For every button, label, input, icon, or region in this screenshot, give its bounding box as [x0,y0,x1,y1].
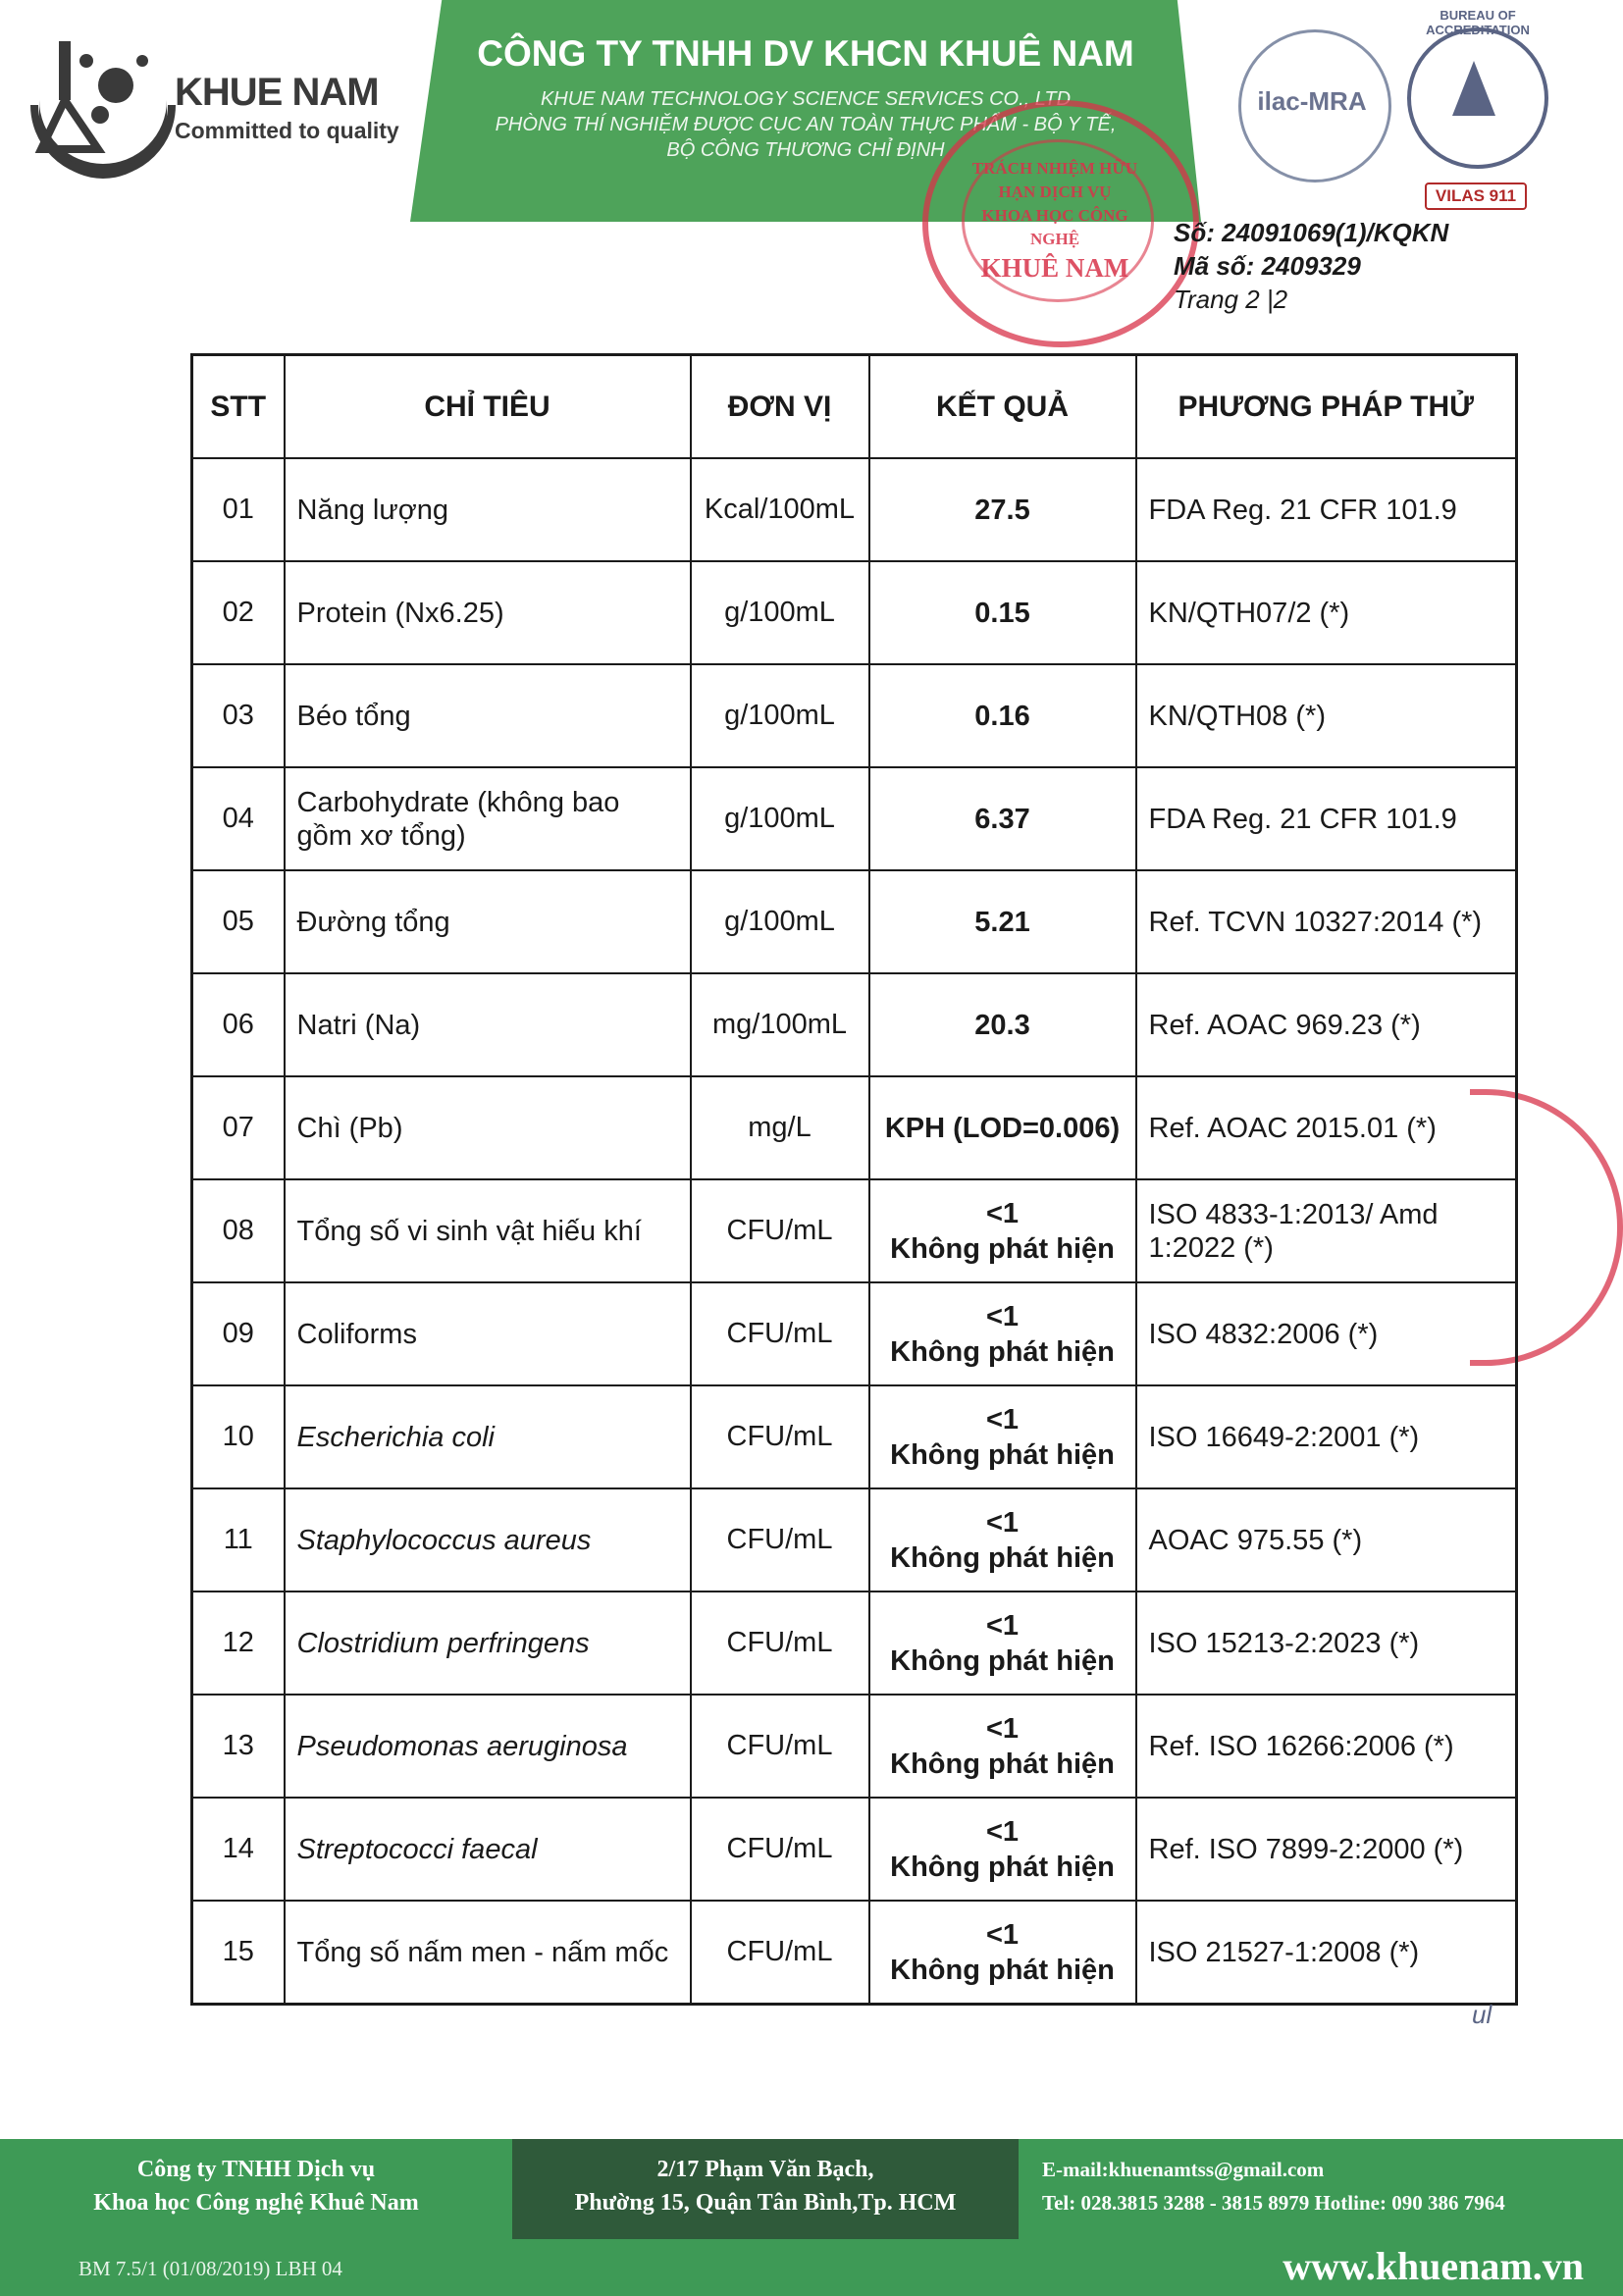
row-method: FDA Reg. 21 CFR 101.9 [1136,458,1517,561]
lab-designation-line1: PHÒNG THÍ NGHIỆM ĐƯỢC CỤC AN TOÀN THỰC PHẨM - BỘ Y TẾ, [495,114,1117,135]
row-unit: CFU/mL [691,1798,869,1901]
row-stt: 11 [192,1488,285,1592]
table-row [192,1076,1517,1179]
row-stt: 13 [192,1695,285,1798]
footer-email: E-mail:khuenamtss@gmail.com [1042,2158,1325,2181]
vilas-badge: VILAS 911 [1425,183,1527,210]
row-unit: CFU/mL [691,1179,869,1282]
footer-company-line1: Công ty TNHH Dịch vụ [136,2157,376,2182]
table-row [192,870,1517,973]
test-results-table [190,353,1518,2006]
table-row [192,1592,1517,1695]
row-unit: CFU/mL [691,1385,869,1488]
table-row [192,1488,1517,1592]
logo-name: KHUE NAM [175,71,379,114]
row-unit: CFU/mL [691,1901,869,2005]
footer-phone: Tel: 028.3815 3288 - 3815 8979 Hotline: 090 386 7964 [1042,2191,1505,2215]
row-method: ISO 4832:2006 (*) [1136,1282,1517,1385]
row-indicator: Tổng số vi sinh vật hiếu khí [285,1179,691,1282]
row-indicator: Natri (Na) [285,973,691,1076]
row-method: Ref. AOAC 969.23 (*) [1136,973,1517,1076]
table-row [192,1798,1517,1901]
row-stt: 01 [192,458,285,561]
row-result: 5.21 [869,870,1136,973]
row-indicator: Chì (Pb) [285,1076,691,1179]
row-stt: 03 [192,664,285,767]
company-title: CÔNG TY TNHH DV KHCN KHUÊ NAM [477,33,1134,74]
row-result: <1 Không phát hiện [869,1179,1136,1282]
row-unit: g/100mL [691,664,869,767]
row-unit: CFU/mL [691,1488,869,1592]
row-result: <1 Không phát hiện [869,1592,1136,1695]
row-indicator: Clostridium perfringens [285,1592,691,1695]
row-method: Ref. ISO 16266:2006 (*) [1136,1695,1517,1798]
table-row [192,1385,1517,1488]
report-number: Số: 24091069(1)/KQKN [1174,218,1449,247]
footer-address-line2: Phường 15, Quận Tân Bình,Tp. HCM [574,2190,957,2216]
table-row [192,561,1517,664]
row-result: <1 Không phát hiện [869,1798,1136,1901]
logo-tagline: Committed to quality [175,118,399,143]
row-result: <1 Không phát hiện [869,1695,1136,1798]
seal-company-name: KHUÊ NAM [980,253,1129,283]
flask-logo-icon [29,31,177,188]
header-chi-tieu: CHỈ TIÊU [285,355,691,459]
row-method: Ref. TCVN 10327:2014 (*) [1136,870,1517,973]
row-method: FDA Reg. 21 CFR 101.9 [1136,767,1517,870]
form-code: BM 7.5/1 (01/08/2019) LBH 04 [79,2257,342,2280]
table-row [192,767,1517,870]
row-unit: CFU/mL [691,1695,869,1798]
row-method: ISO 21527-1:2008 (*) [1136,1901,1517,2005]
row-method: KN/QTH07/2 (*) [1136,561,1517,664]
row-stt: 14 [192,1798,285,1901]
row-result: KPH (LOD=0.006) [869,1076,1136,1179]
row-indicator: Escherichia coli [285,1385,691,1488]
boa-label: BUREAU OF ACCREDITATION [1426,8,1530,37]
row-stt: 06 [192,973,285,1076]
page-number: Trang 2 |2 [1174,285,1288,314]
row-indicator: Tổng số nấm men - nấm mốc [285,1901,691,2005]
table-row [192,1282,1517,1385]
row-result: 6.37 [869,767,1136,870]
row-result: <1 Không phát hiện [869,1385,1136,1488]
row-indicator: Béo tổng [285,664,691,767]
header-ket-qua: KẾT QUẢ [869,355,1136,459]
table-header-row [192,355,1517,459]
row-result: 27.5 [869,458,1136,561]
row-indicator: Pseudomonas aeruginosa [285,1695,691,1798]
row-unit: CFU/mL [691,1282,869,1385]
row-stt: 07 [192,1076,285,1179]
row-unit: mg/100mL [691,973,869,1076]
row-result: 0.15 [869,561,1136,664]
table-row [192,1695,1517,1798]
row-method: Ref. ISO 7899-2:2000 (*) [1136,1798,1517,1901]
table-row [192,664,1517,767]
row-unit: Kcal/100mL [691,458,869,561]
row-stt: 08 [192,1179,285,1282]
row-method: KN/QTH08 (*) [1136,664,1517,767]
table-row [192,973,1517,1076]
footer-address [512,2153,1019,2219]
row-stt: 10 [192,1385,285,1488]
header-phuong-phap: PHƯƠNG PHÁP THỬ [1136,355,1517,459]
row-result: <1 Không phát hiện [869,1901,1136,2005]
row-indicator: Đường tổng [285,870,691,973]
row-indicator: Coliforms [285,1282,691,1385]
row-stt: 09 [192,1282,285,1385]
row-stt: 12 [192,1592,285,1695]
sample-code: Mã số: 2409329 [1174,251,1361,281]
footer-address-line1: 2/17 Phạm Văn Bạch, [656,2157,874,2182]
boa-triangle-icon [1452,61,1495,116]
row-method: ISO 15213-2:2023 (*) [1136,1592,1517,1695]
row-indicator: Protein (Nx6.25) [285,561,691,664]
row-unit: g/100mL [691,561,869,664]
lab-designation-line2: BỘ CÔNG THƯƠNG CHỈ ĐỊNH [666,139,945,161]
row-stt: 02 [192,561,285,664]
row-unit: g/100mL [691,870,869,973]
row-result: 20.3 [869,973,1136,1076]
row-result: <1 Không phát hiện [869,1282,1136,1385]
company-english-name: KHUE NAM TECHNOLOGY SCIENCE SERVICES CO., LTD [540,88,1072,110]
footer-contact [1042,2153,1623,2219]
seal-text: TRÁCH NHIỆM HỮU HẠN DỊCH VỤ KHOA HỌC CÔNG NGHỆ [971,159,1138,248]
row-unit: CFU/mL [691,1592,869,1695]
website-link[interactable]: www.khuenam.vn [1283,2244,1584,2288]
handwritten-initials: ul [1472,2000,1492,2029]
row-result: <1 Không phát hiện [869,1488,1136,1592]
header-don-vi: ĐƠN VỊ [691,355,869,459]
row-stt: 05 [192,870,285,973]
row-method: ISO 4833-1:2013/ Amd 1:2022 (*) [1136,1179,1517,1282]
ilac-mra-label: ilac-MRA [1257,86,1367,116]
row-unit: mg/L [691,1076,869,1179]
footer-company-line2: Khoa học Công nghệ Khuê Nam [93,2190,419,2216]
row-indicator: Staphylococcus aureus [285,1488,691,1592]
row-indicator: Năng lượng [285,458,691,561]
footer-company [0,2153,512,2219]
row-method: Ref. AOAC 2015.01 (*) [1136,1076,1517,1179]
row-unit: g/100mL [691,767,869,870]
row-result: 0.16 [869,664,1136,767]
header-stt: STT [192,355,285,459]
row-stt: 15 [192,1901,285,2005]
row-indicator: Carbohydrate (không bao gồm xơ tổng) [285,767,691,870]
row-stt: 04 [192,767,285,870]
table-row [192,1179,1517,1282]
table-row [192,1901,1517,2005]
row-method: ISO 16649-2:2001 (*) [1136,1385,1517,1488]
row-indicator: Streptococci faecal [285,1798,691,1901]
row-method: AOAC 975.55 (*) [1136,1488,1517,1592]
table-row [192,458,1517,561]
